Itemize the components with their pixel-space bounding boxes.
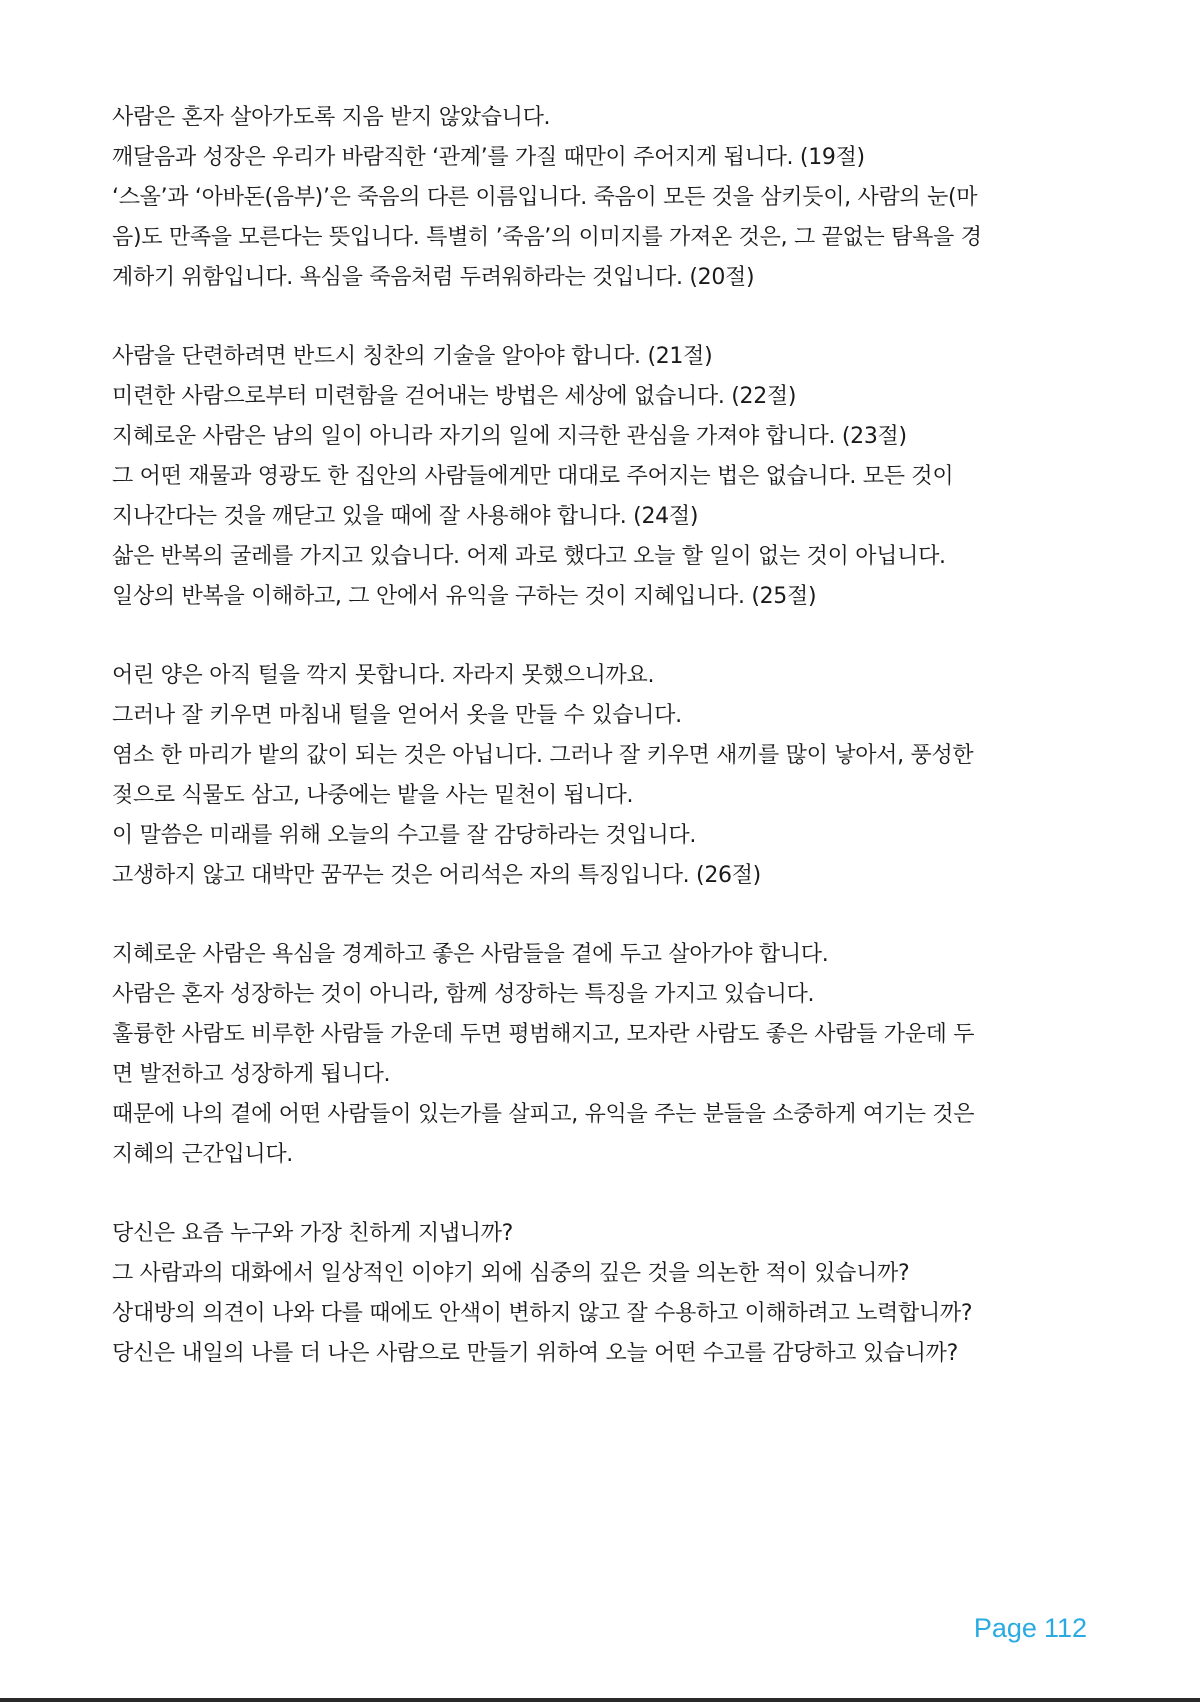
text-line: 계하기 위함입니다. 욕심을 죽음처럼 두려워하라는 것입니다. (20절): [112, 265, 755, 290]
text-line: 당신은 내일의 나를 더 나은 사람으로 만들기 위하여 오늘 어떤 수고를 감당하고 있습니까?: [112, 1341, 958, 1366]
page-label: Page: [973, 1613, 1037, 1643]
text-line: 미련한 사람으로부터 미련함을 걷어내는 방법은 세상에 없습니다. (22절): [112, 384, 797, 409]
text-line: 당신은 요즘 누구와 가장 친하게 지냅니까?: [112, 1221, 514, 1246]
page-number: [974, 1610, 1087, 1646]
text-line: 사람을 단련하려면 반드시 칭찬의 기술을 알아야 합니다. (21절): [112, 344, 713, 369]
text-line: ‘스올’과 ‘아바돈(음부)’은 죽음의 다른 이름입니다. 죽음이 모든 것을 삼키듯이, 사람의 눈(마: [112, 185, 978, 210]
text-line: 그러나 잘 키우면 마침내 털을 얻어서 옷을 만들 수 있습니다.: [112, 703, 682, 728]
text-line: 지혜로운 사람은 욕심을 경계하고 좋은 사람들을 곁에 두고 살아가야 합니다.: [112, 942, 829, 967]
text-line: 때문에 나의 곁에 어떤 사람들이 있는가를 살피고, 유익을 주는 분들을 소중하게 여기는 것은: [112, 1102, 975, 1127]
text-line: 젖으로 식물도 삼고, 나중에는 밭을 사는 밑천이 됩니다.: [112, 783, 634, 808]
text-line: 사람은 혼자 살아가도록 지음 받지 않았습니다.: [112, 105, 551, 130]
text-line: 음)도 만족을 모른다는 뜻입니다. 특별히 ’죽음’의 이미지를 가져온 것은, 그 끝없는 탐욕을 경: [112, 225, 982, 250]
text-line: 어린 양은 아직 털을 깍지 못합니다. 자라지 못했으니까요.: [112, 663, 655, 688]
paragraph: [112, 337, 1102, 617]
text-line: 훌륭한 사람도 비루한 사람들 가운데 두면 평범해지고, 모자란 사람도 좋은 사람들 가운데 두: [112, 1022, 975, 1047]
text-line: 일상의 반복을 이해하고, 그 안에서 유익을 구하는 것이 지혜입니다. (25절): [112, 584, 817, 609]
text-line: 깨달음과 성장은 우리가 바람직한 ‘관계’를 가질 때만이 주어지게 됩니다. (19절): [112, 145, 865, 170]
paragraph: [112, 656, 1102, 896]
text-line: 사람은 혼자 성장하는 것이 아니라, 함께 성장하는 특징을 가지고 있습니다.: [112, 982, 815, 1007]
text-line: 상대방의 의견이 나와 다를 때에도 안색이 변하지 않고 잘 수용하고 이해하려고 노력합니까?: [112, 1301, 973, 1326]
text-line: 지혜의 근간입니다.: [112, 1142, 294, 1167]
paragraph: [112, 98, 1102, 298]
text-line: 지혜로운 사람은 남의 일이 아니라 자기의 일에 지극한 관심을 가져야 합니다. (23절): [112, 424, 907, 449]
page-number-value: 112: [1043, 1613, 1087, 1643]
paragraph: [112, 1214, 1102, 1374]
text-line: 지나간다는 것을 깨닫고 있을 때에 잘 사용해야 합니다. (24절): [112, 504, 699, 529]
page-body: [112, 98, 1102, 1413]
text-line: 삶은 반복의 굴레를 가지고 있습니다. 어제 과로 했다고 오늘 할 일이 없는 것이 아닙니다.: [112, 544, 946, 569]
paragraph: [112, 935, 1102, 1175]
text-line: 고생하지 않고 대박만 꿈꾸는 것은 어리석은 자의 특징입니다. (26절): [112, 863, 761, 888]
bottom-rule: [0, 1698, 1200, 1702]
text-line: 염소 한 마리가 밭의 값이 되는 것은 아닙니다. 그러나 잘 키우면 새끼를 많이 낳아서, 풍성한: [112, 743, 974, 768]
text-line: 그 사람과의 대화에서 일상적인 이야기 외에 심중의 깊은 것을 의논한 적이 있습니까?: [112, 1261, 910, 1286]
text-line: 이 말씀은 미래를 위해 오늘의 수고를 잘 감당하라는 것입니다.: [112, 823, 697, 848]
text-line: 면 발전하고 성장하게 됩니다.: [112, 1062, 391, 1087]
text-line: 그 어떤 재물과 영광도 한 집안의 사람들에게만 대대로 주어지는 법은 없습니다. 모든 것이: [112, 464, 954, 489]
